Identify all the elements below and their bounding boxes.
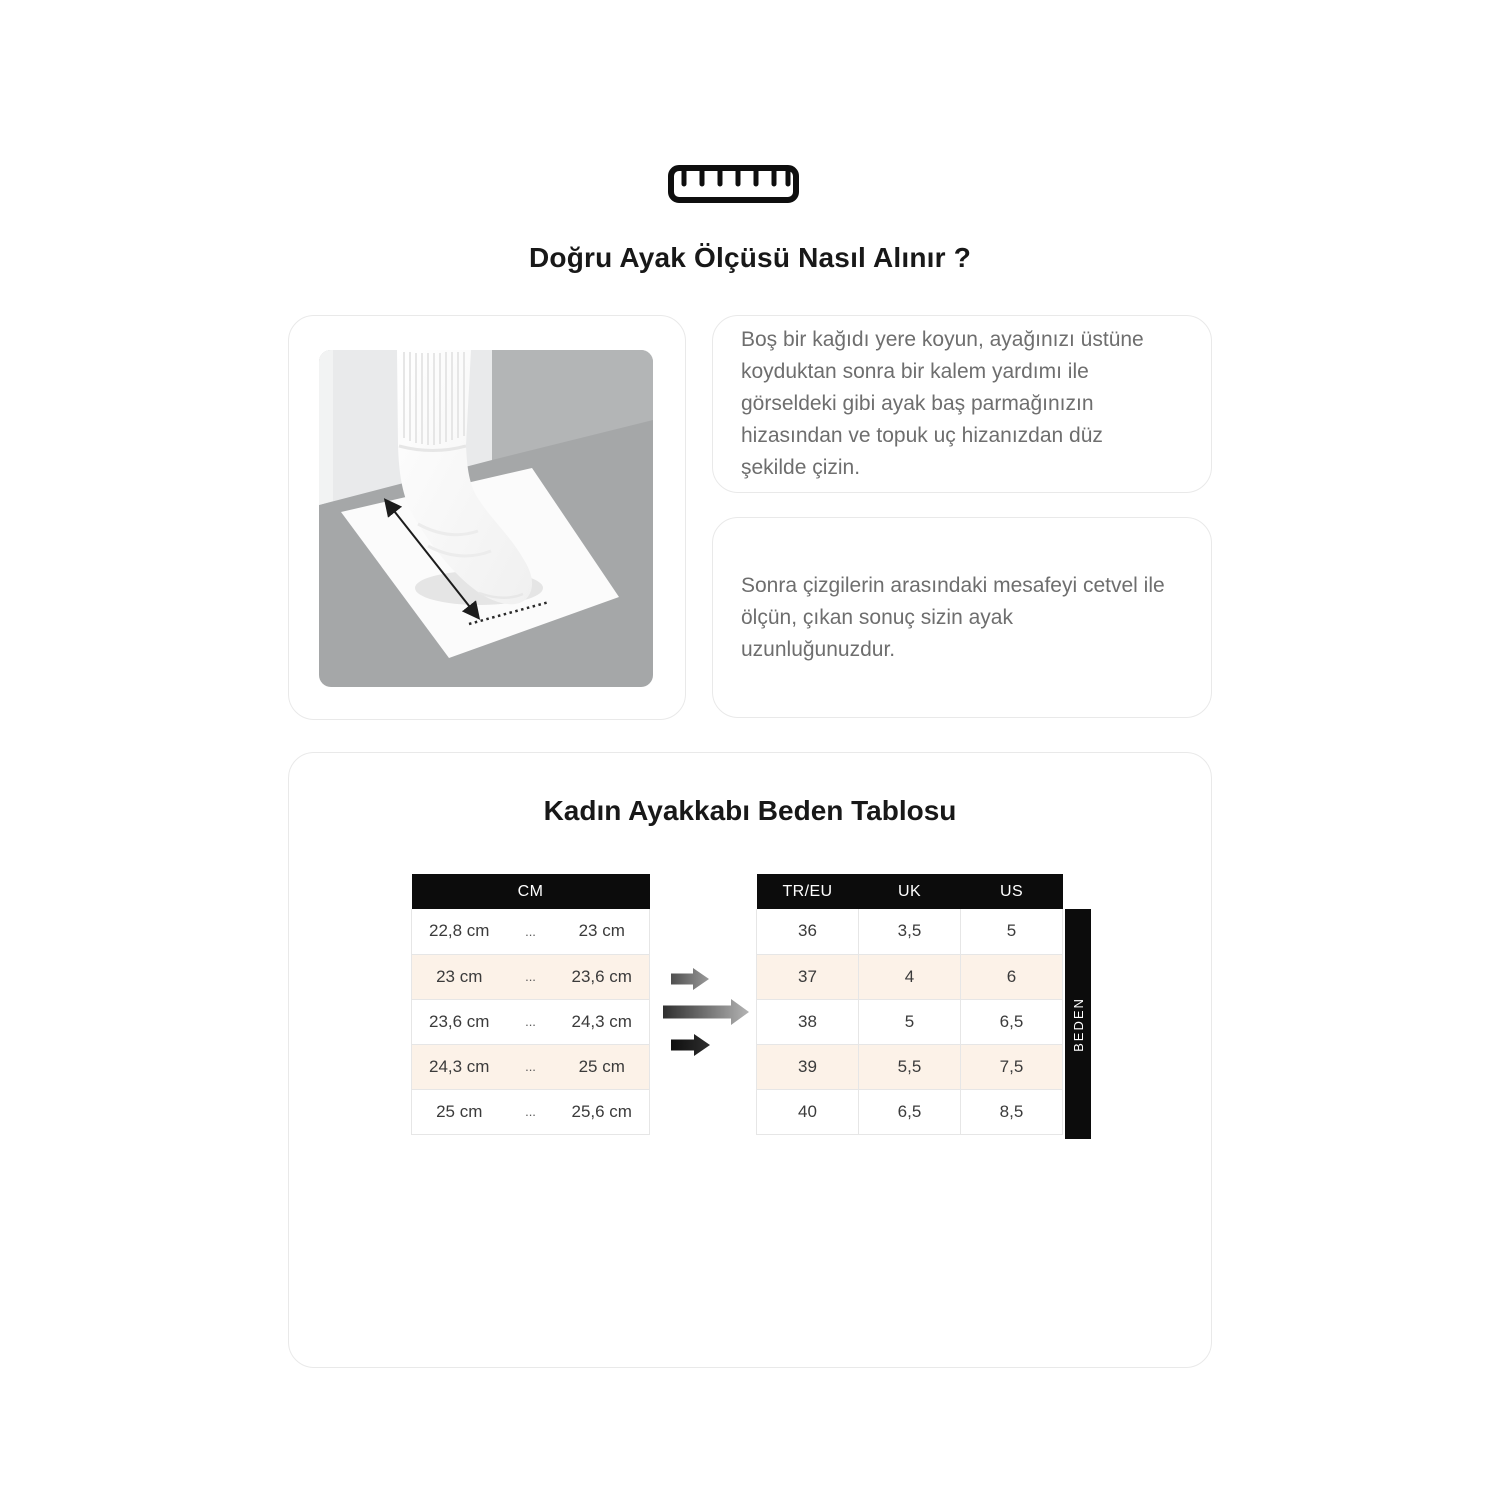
- table-row: [412, 1044, 650, 1089]
- size-chart-card: [288, 752, 1212, 1368]
- table-cell: 8,5: [961, 1089, 1063, 1134]
- table-cell: 5: [859, 999, 961, 1044]
- cm-table: [411, 874, 650, 1135]
- size-table-body: [757, 909, 1063, 1134]
- table-row: [757, 909, 1063, 954]
- instruction-card-2: [712, 517, 1212, 718]
- foot-measurement-photo: [319, 350, 653, 687]
- table-row: [757, 1044, 1063, 1089]
- table-cell: 36: [757, 909, 859, 954]
- table-cell: 37: [757, 954, 859, 999]
- size-chart-title: Kadın Ayakkabı Beden Tablosu: [543, 795, 957, 826]
- table-cell: ...: [507, 999, 555, 1044]
- table-row: [412, 1089, 650, 1134]
- table-row: [757, 1089, 1063, 1134]
- table-row: [412, 999, 650, 1044]
- table-row: [412, 909, 650, 954]
- table-cell: 7,5: [961, 1044, 1063, 1089]
- table-cell: 24,3 cm: [555, 999, 650, 1044]
- table-cell: ...: [507, 1044, 555, 1089]
- table-cell: ...: [507, 909, 555, 954]
- table-cell: 6: [961, 954, 1063, 999]
- cm-table-body: [412, 909, 650, 1134]
- table-cell: 3,5: [859, 909, 961, 954]
- table-row: [412, 954, 650, 999]
- table-row: [757, 999, 1063, 1044]
- table-cell: 5: [961, 909, 1063, 954]
- table-cell: 23 cm: [412, 954, 507, 999]
- table-cell: 25,6 cm: [555, 1089, 650, 1134]
- size-conversion-table: [756, 874, 1063, 1135]
- table-cell: 40: [757, 1089, 859, 1134]
- beden-label: BEDEN: [1070, 996, 1086, 1052]
- table-cell: 6,5: [961, 999, 1063, 1044]
- col-header-us: US: [961, 874, 1063, 909]
- table-cell: 6,5: [859, 1089, 961, 1134]
- col-header-uk: UK: [859, 874, 961, 909]
- instruction-card-1: [712, 315, 1212, 493]
- table-cell: 25 cm: [412, 1089, 507, 1134]
- beden-side-bar: [1065, 909, 1091, 1139]
- table-cell: 23,6 cm: [555, 954, 650, 999]
- col-header-tr-eu: TR/EU: [757, 874, 859, 909]
- instruction-text-1: Boş bir kağıdı yere koyun, ayağınızı üstüne koyduktan sonra bir kalem yardımı ile görseldeki gibi ayak baş parmağınızın hizasından ve topuk uç hizanızdan düz şekilde çizin.: [741, 328, 1144, 479]
- ruler-icon: [667, 163, 800, 204]
- table-cell: 25 cm: [555, 1044, 650, 1089]
- table-cell: ...: [507, 954, 555, 999]
- table-cell: ...: [507, 1089, 555, 1134]
- table-cell: 38: [757, 999, 859, 1044]
- table-cell: 23 cm: [555, 909, 650, 954]
- page-title: Doğru Ayak Ölçüsü Nasıl Alınır ?: [528, 242, 972, 273]
- table-cell: 5,5: [859, 1044, 961, 1089]
- instruction-text-2: Sonra çizgilerin arasındaki mesafeyi cetvel ile ölçün, çıkan sonuç sizin ayak uzunluğunuzdur.: [741, 573, 1165, 661]
- cm-table-header: CM: [412, 874, 650, 909]
- table-row: [757, 954, 1063, 999]
- table-cell: 4: [859, 954, 961, 999]
- table-cell: 23,6 cm: [412, 999, 507, 1044]
- table-cell: 22,8 cm: [412, 909, 507, 954]
- measurement-photo-card: [288, 315, 686, 720]
- conversion-arrows-icon: [661, 967, 749, 1057]
- table-cell: 39: [757, 1044, 859, 1089]
- table-cell: 24,3 cm: [412, 1044, 507, 1089]
